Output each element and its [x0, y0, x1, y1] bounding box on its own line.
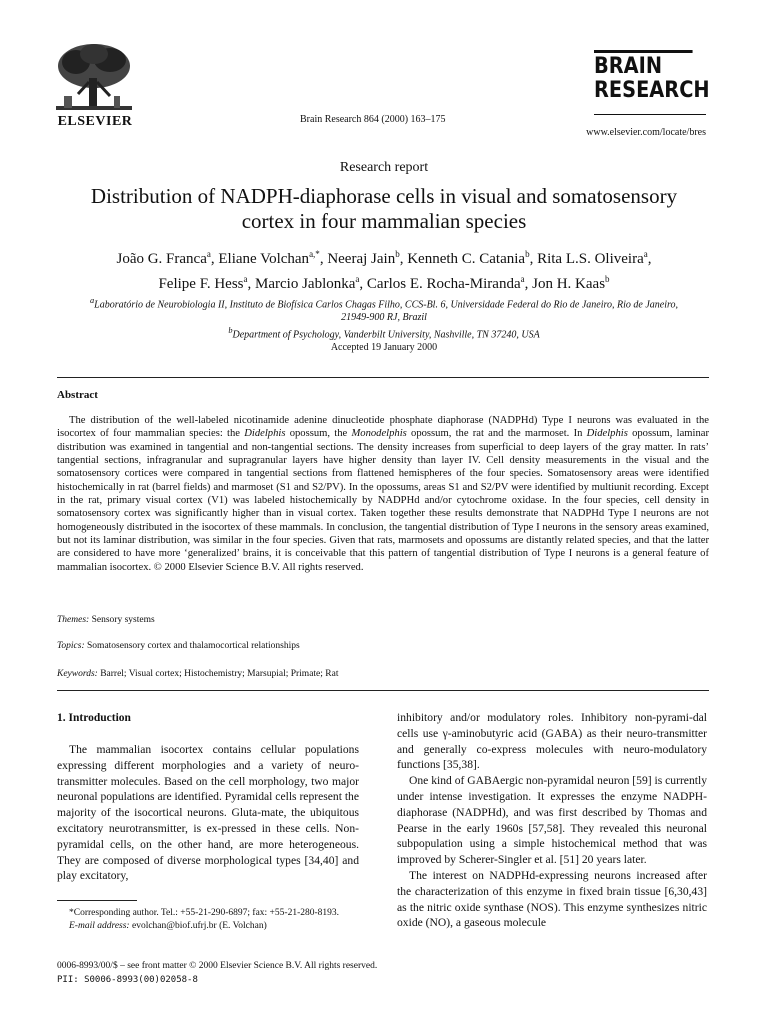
author-name: Kenneth C. Catania [407, 251, 526, 267]
species-name: Didelphis [586, 428, 628, 440]
author-name: Marcio Jablonka [255, 276, 356, 292]
species-name: Monodelphis [351, 428, 407, 440]
affiliation-a: $^a$Laboratório de Neurobiologia II, Instituto de Biofísica Carlos Chagas Filho, CCS-Bl. 6, Universidade Federal do Rio de Janeiro, Rio de Janeiro, [89, 296, 678, 311]
abstract-segment: opossum, laminar distribution was examined in tangential and non-tangential sections. The density increases from superficial to deep layers of the gray matter. In rats’ tangential sections, infragranular and supragranular layers have higher density than layer IV. Cell density measurements in the visual and the somatosensory cortices were compared in tangential sections from flattened hemispheres of the four species. Somatosensory areas were identified histochemically in rat (barrel fields) and marmoset (S1 and S2/PV). In the opossums, areas S1 and S2/PV were identified by multiunit recording. Except in the rat, primary visual cortex (V1) was labeled histochemically by NADPHd and/or cytochrome oxidase. In the four species, cell density in somatosensory cortex was significantly higher than in visual cortex. Taken together these results demonstrate that NADPHd Type I neurons are not homogeneously distributed in the isocortex of these mammals. In conclusion, the tangential distribution of Type I neurons in the sensory areas examined, but not its laminar distribution, was similar in the four species. Given that rats, marmosets and opossums are distantly related species, and that the latter are considered to have more ‘generalized’ brains, it is conceivable that this pattern of tangential distribution of Type I neurons is a general feature of mammalian isocortex. © 2000 Elsevier Science B.V. All rights reserved. [57, 428, 710, 573]
affiliation-b: $^b$Department of Psychology, Vanderbilt University, Nashville, TN 37240, USA [228, 326, 540, 341]
topics-line: Topics: Somatosensory cortex and thalamocortical relationships [57, 641, 300, 651]
left-column [57, 742, 359, 884]
affiliations [40, 294, 728, 342]
email-line: E-mail address: evolchan@biof.ufrj.br (E. Volchan) [69, 920, 267, 931]
author-affiliation-mark: a [355, 274, 360, 284]
paragraph: The interest on NADPHd-expressing neurons increased after the characterization of this enzyme in fixed brain tissue [6,30,43] as the nitric oxide synthase (NOS). This enzyme synthesizes nitric oxide (NO), a gaseous molecule [397, 868, 707, 930]
paragraph: inhibitory and/or modulatory roles. Inhibitory non-pyrami-dal cells use γ-aminobutyric acid (GABA) as their neuro-transmitter and generally co-express molecules with neuro-modulatory functions [35,38]. [397, 711, 707, 772]
author-list: João G. Franca$^a$, Eliane Volchan$^{a,*}$, Neeraj Jain$^b$, Kenneth C. Catania$^b$, Rita L.S. Oliveira$^a$, Felipe F. Hess$^a$, Marcio Jablonka$^a$, Carlos E. Rocha-Miranda$^a$, Jon H. Kaas$^b$ [116, 249, 652, 292]
journal-logo [594, 50, 710, 103]
title-line-1: Distribution of NADPH-diaphorase cells in visual and somatosensory [90, 184, 678, 208]
author-name: João G. Franca [116, 251, 207, 267]
corresponding-author: *Corresponding author. Tel.: +55-21-290-6897; fax: +55-21-280-8193. [69, 908, 340, 918]
themes-line: Themes: Sensory systems [57, 615, 155, 625]
author-affiliation-mark: a [643, 249, 648, 259]
author-name: Felipe F. Hess [158, 276, 244, 292]
footnote [57, 907, 363, 932]
author-name: Jon H. Kaas [532, 276, 606, 292]
right-column [397, 710, 707, 931]
journal-citation: Brain Research 864 (2000) 163–175 [300, 114, 446, 125]
divider [57, 377, 709, 378]
title-line-2: cortex in four mammalian species [241, 209, 527, 233]
paragraph: The mammalian isocortex contains cellular populations expressing different morphologies and a variety of neuro-transmitter molecules. Based on the cell morphology, two major neuronal populations are identified. Pyramidal cells represent the majority of the isocortical neurons. Gluta-mate, the ubiquitous excitatory neurotransmitter, is ex-pressed in these cells. Non-pyramidal cells, on the other hand, are more heterogeneous. They are composed of diverse morphological types [34,40] and play excitatory, [57, 743, 359, 883]
author-affiliation-mark: a [520, 274, 525, 284]
accepted-date: Accepted 19 January 2000 [330, 342, 438, 353]
paragraph: One kind of GABAergic non-pyramidal neuron [59] is currently under intense investigation. It expresses the enzyme NADPH-diaphorase (NADPHd), and was first described by Thomas and Pearse in the early 1960s [57,58]. They revealed this neuronal subpopulation using a simple histochemical method that was improved by Scherer-Singler et al. [51] 20 years later. [397, 774, 707, 867]
author-name: Eliane Volchan [218, 251, 310, 267]
journal-logo-line2: RESEARCH [594, 78, 710, 103]
affiliation-a-cont: 21949-900 RJ, Brazil [341, 312, 427, 324]
keywords-line: Keywords: Barrel; Visual cortex; Histochemistry; Marsupial; Primate; Rat [57, 669, 339, 679]
journal-logo-line1: BRAIN [594, 54, 663, 79]
publisher-name: ELSEVIER [57, 114, 133, 129]
article-type: Research report [339, 160, 429, 175]
divider [57, 690, 709, 691]
abstract-segment: The distribution of the well-labeled nicotinamide adenine dinucleotide phosphate diaphorase (NADPHd) Type I neurons was evaluated in the isocortex of four mammalian species: the [57, 415, 709, 440]
abstract-heading: Abstract [57, 389, 98, 401]
journal-logo-rule [594, 114, 706, 115]
front-matter: 0006-8993/00/$ – see front matter © 2000 Elsevier Science B.V. All rights reserved. [57, 961, 378, 971]
author-affiliation-mark: a [206, 249, 211, 259]
author-affiliation-mark: b [605, 274, 610, 284]
footnote-rule [57, 900, 137, 901]
copyright-footer [57, 960, 377, 987]
author-name: Carlos E. Rocha-Miranda [366, 276, 521, 292]
author-affiliation-mark: b [395, 249, 400, 259]
abstract-segment: opossum, the [285, 428, 352, 440]
journal-url[interactable]: www.elsevier.com/locate/bres [586, 127, 706, 138]
author-affiliation-mark: b [525, 249, 530, 259]
abstract-segment: opossum, the rat and the marmoset. In [406, 428, 587, 440]
email-link[interactable]: evolchan@biof.ufrj.br (E. Volchan) [131, 920, 267, 931]
section-heading-introduction: 1. Introduction [57, 712, 131, 724]
pii-code: PII: S0006-8993(00)02058-8 [57, 974, 198, 985]
author-affiliation-mark: a,* [309, 249, 320, 259]
author-name: Rita L.S. Oliveira [537, 251, 644, 267]
author-name: Neeraj Jain [327, 251, 396, 267]
article-title [40, 184, 728, 234]
species-name: Didelphis [244, 428, 286, 440]
author-affiliation-mark: a [243, 274, 248, 284]
abstract-text [57, 414, 709, 574]
